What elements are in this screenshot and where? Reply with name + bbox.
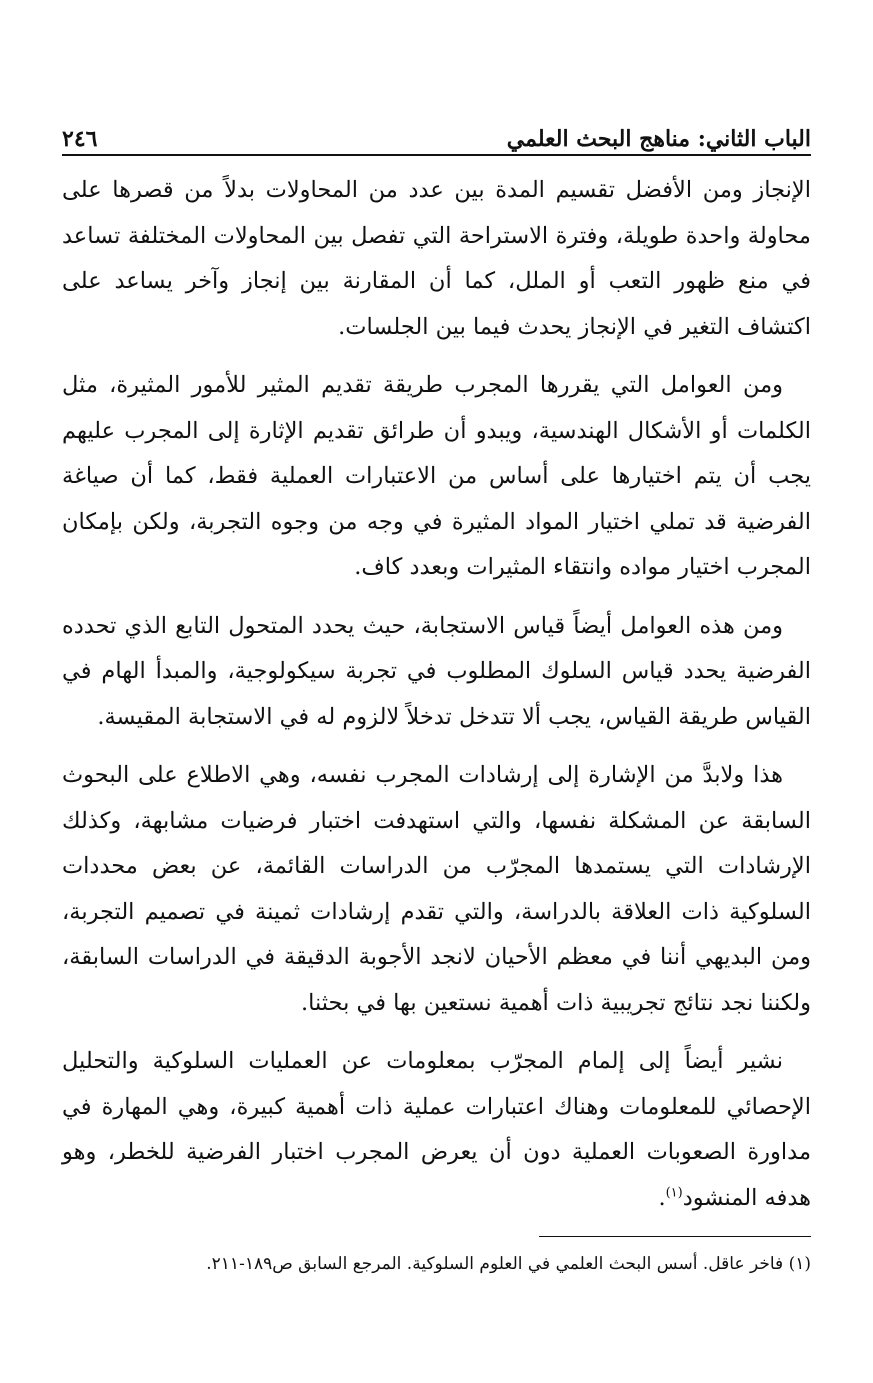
paragraph-3: ومن هذه العوامل أيضاً قياس الاستجابة، حيث يحدد المتحول التابع الذي تحدده الفرضية يحدد قياس السلوك المطلوب في تجربة سيكولوجية، والمبدأ الهام في القياس طريقة القياس، يجب ألا تتدخل تدخلاً لالزوم له في الاستجابة المقيسة. <box>62 612 811 730</box>
page-number: ٢٤٦ <box>62 126 98 152</box>
footnote: (١) فاخر عاقل. أسس البحث العلمي في العلوم السلوكية. المرجع السابق ص١٨٩-٢١١. <box>206 1254 811 1274</box>
paragraph-4: هذا ولابدَّ من الإشارة إلى إرشادات المجرب نفسه، وهي الاطلاع على البحوث السابقة عن المشكلة نفسها، والتي استهدفت اختبار فرضيات مشابهة، وكذلك الإرشادات التي يستمدها المجرّب من الدراسات القائمة، عن بعض محددات السلوكية ذات العلاقة بالدراسة، والتي تقدم إرشادات ثمينة في تصميم التجربة، ومن البديهي أننا في معظم الأحيان لانجد الأجوبة الدقيقة في الدراسات السابقة، ولكننا نجد نتائج تجريبية ذات أهمية نستعين بها في بحثنا. <box>62 762 811 1016</box>
paragraph-5-tail: . <box>658 1184 666 1211</box>
footnote-reference[interactable]: (١) <box>665 1185 683 1200</box>
paragraph-2: ومن العوامل التي يقررها المجرب طريقة تقديم المثير للأمور المثيرة، مثل الكلمات أو الأشكال الهندسية، ويبدو أن طرائق تقديم الإثارة إلى المجرب عليهم يجب أن يتم اختيارها على أساس من الاعتبارات العملية فقط، كما أن صياغة الفرضية قد تملي اختيار المواد المثيرة في وجه من وجوه التجربة، ولكن بإمكان المجرب اختيار مواده وانتقاء المثيرات وبعدد كاف. <box>62 372 811 580</box>
paragraph-5 <box>62 1039 811 1221</box>
page-header <box>62 112 811 152</box>
paragraph-1: الإنجاز ومن الأفضل تقسيم المدة بين عدد من المحاولات بدلاً من قصرها على محاولة واحدة طويلة، وفترة الاستراحة التي تفصل بين المحاولات المختلفة تساعد في منع ظهور التعب أو الملل، كما أن المقارنة بين إنجاز وآخر يساعد على اكتشاف التغير في الإنجاز يحدث فيما بين الجلسات. <box>62 177 811 340</box>
body-text <box>62 168 811 1234</box>
header-divider <box>62 154 811 156</box>
footnote-divider <box>539 1236 811 1237</box>
paragraph-5-text: نشير أيضاً إلى إلمام المجرّب بمعلومات عن العمليات السلوكية والتحليل الإحصائي للمعلومات وهناك اعتبارات عملية ذات أهمية كبيرة، وهي المهارة في مداورة الصعوبات العملية دون أن يعرض المجرب اختبار الفرضية للخطر، وهو هدفه المنشود <box>62 1048 811 1211</box>
running-head-title: الباب الثاني: مناهج البحث العلمي <box>506 126 811 152</box>
